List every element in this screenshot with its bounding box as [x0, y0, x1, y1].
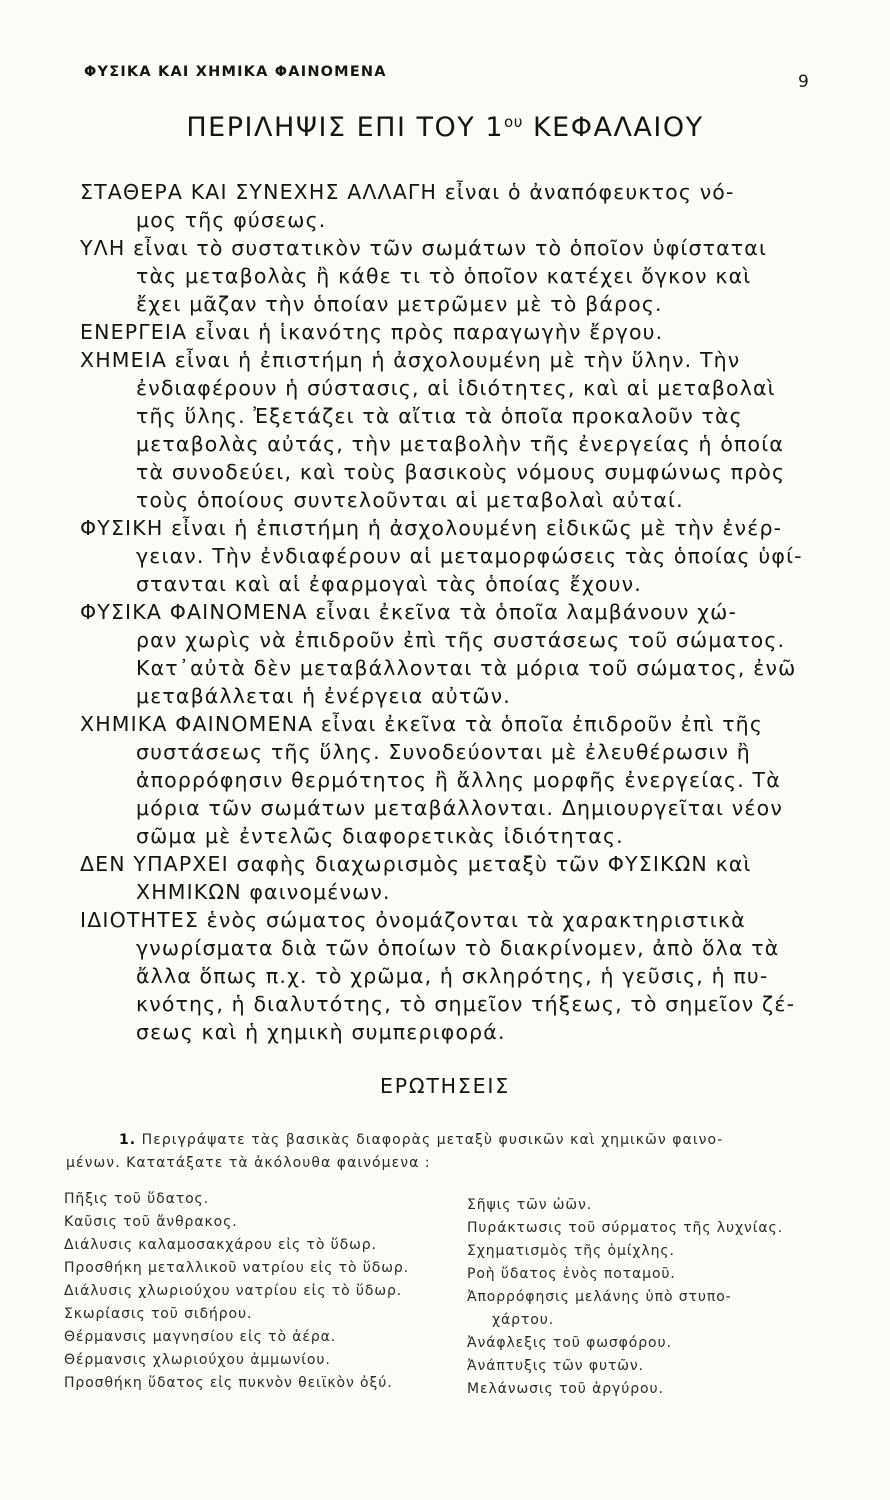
summary-line: ἔχει μᾶζαν τὴν ὁποίαν μετρῶμεν μὲ τὸ βάρος. [136, 292, 663, 316]
summary-line: ΧΗΜΕΙΑ εἶναι ἡ ἐπιστήμη ἡ ἀσχολουμένη μὲ τὴν ὕλην. Τὴν [80, 348, 741, 372]
phenomenon-item: Μελάνωσις τοῦ ἀργύρου. [467, 1381, 664, 1397]
summary-line: ΦΥΣΙΚΑ ΦΑΙΝΟΜΕΝΑ εἶναι ἐκεῖνα τὰ ὁποῖα λαμβάνουν χώ- [80, 600, 738, 624]
section-title [0, 112, 890, 143]
phenomenon-item: Σχηματισμὸς τῆς ὁμίχλης. [467, 1243, 675, 1259]
questions-heading: ΕΡΩΤΗΣΕΙΣ [379, 1074, 511, 1098]
page-number: 9 [798, 72, 809, 92]
summary-line: ΥΛΗ εἶναι τὸ συστατικὸν τῶν σωμάτων τὸ ὁποῖον ὑφίσταται [80, 236, 768, 260]
phenomenon-item: Θέρμανσις μαγνησίου εἰς τὸ ἀέρα. [64, 1329, 337, 1345]
question-text: Περιγράψατε τὰς βασικὰς διαφορὰς μεταξὺ φυσικῶν καὶ χημικῶν φαινο- [136, 1132, 724, 1148]
phenomenon-item: Σκωρίασις τοῦ σιδήρου. [64, 1306, 253, 1322]
summary-line: τῆς ὕλης. Ἐξετάζει τὰ αἴτια τὰ ὁποῖα προκαλοῦν τὰς [136, 404, 743, 428]
summary-line: τοὺς ὁποίους συντελοῦνται αἱ μεταβολαὶ αὐταί. [136, 488, 684, 512]
phenomenon-item: Σῆψις τῶν ὠῶν. [467, 1197, 593, 1213]
question-number: 1. [119, 1132, 137, 1148]
phenomenon-item: χάρτου. [492, 1312, 555, 1328]
section-title-tail: ΚΕΦΑΛΑΙΟΥ [522, 112, 704, 143]
summary-line: ΣΤΑΘΕΡΑ ΚΑΙ ΣΥΝΕΧΗΣ ΑΛΛΑΓΗ εἶναι ὁ ἀναπόφευκτος νό- [80, 180, 735, 204]
phenomenon-item: Ἀνάφλεξις τοῦ φωσφόρου. [467, 1335, 672, 1351]
summary-line: ΧΗΜΙΚΩΝ φαινομένων. [136, 880, 391, 904]
summary-line: μεταβολὰς αὐτάς, τὴν μεταβολὴν τῆς ἐνεργείας ἡ ὁποία [136, 432, 784, 456]
phenomenon-item: Ροὴ ὕδατος ἑνὸς ποταμοῦ. [467, 1266, 676, 1282]
summary-line: κνότης, ἡ διαλυτότης, τὸ σημεῖον τήξεως, τὸ σημεῖον ζέ- [136, 992, 796, 1016]
summary-line: ΦΥΣΙΚΗ εἶναι ἡ ἐπιστήμη ἡ ἀσχολουμένη εἰδικῶς μὲ τὴν ἐνέρ- [80, 516, 783, 540]
phenomenon-item: Ἀνάπτυξις τῶν φυτῶν. [467, 1358, 644, 1374]
phenomenon-item: Διάλυσις χλωριούχου νατρίου εἰς τὸ ὕδωρ. [64, 1283, 403, 1299]
summary-line: γειαν. Τὴν ἐνδιαφέρουν αἱ μεταμορφώσεις τὰς ὁποίας ὑφί- [136, 544, 803, 568]
section-title-superscript: ου [504, 113, 523, 131]
phenomenon-item: Καῦσις τοῦ ἄνθρακος. [64, 1214, 238, 1230]
phenomenon-item: Θέρμανσις χλωριούχου ἀμμωνίου. [64, 1352, 331, 1368]
question-1-line-1 [119, 1129, 723, 1151]
summary-line: ΙΔΙΟΤΗΤΕΣ ἑνὸς σώματος ὀνομάζονται τὰ χαρακτηριστικὰ [80, 908, 746, 932]
summary-line: Κατ᾽αὐτὰ δὲν μεταβάλλονται τὰ μόρια τοῦ σώματος, ἐνῶ [136, 656, 797, 680]
summary-line: γνωρίσματα διὰ τῶν ὁποίων τὸ διακρίνομεν, ἀπὸ ὅλα τὰ [136, 936, 780, 960]
phenomenon-item: Πυράκτωσις τοῦ σύρματος τῆς λυχνίας. [467, 1220, 783, 1236]
summary-line: ΕΝΕΡΓΕΙΑ εἶναι ἡ ἱκανότης πρὸς παραγωγὴν ἔργου. [80, 320, 664, 344]
phenomenon-item: Ἀπορρόφησις μελάνης ὑπὸ στυπο- [467, 1289, 732, 1305]
section-title-text: ΠΕΡΙΛΗΨΙΣ ΕΠΙ ΤΟΥ 1 [186, 112, 505, 143]
summary-line: μόρια τῶν σωμάτων μεταβάλλονται. Δημιουργεῖται νέον [136, 796, 783, 820]
summary-line: μος τῆς φύσεως. [136, 208, 327, 232]
phenomenon-item: Προσθήκη μεταλλικοῦ νατρίου εἰς τὸ ὕδωρ. [64, 1260, 410, 1276]
summary-line: ἄλλα ὅπως π.χ. τὸ χρῶμα, ἡ σκληρότης, ἡ γεῦσις, ἡ πυ- [136, 964, 769, 988]
summary-line: συστάσεως τῆς ὕλης. Συνοδεύονται μὲ ἐλευθέρωσιν ἢ [136, 740, 751, 764]
summary-line: ἐνδιαφέρουν ἡ σύστασις, αἱ ἰδιότητες, καὶ αἱ μεταβολαὶ [136, 376, 776, 400]
phenomenon-item: Διάλυσις καλαμοσακχάρου εἰς τὸ ὕδωρ. [64, 1237, 377, 1253]
summary-line: τὰς μεταβολὰς ἢ κάθε τι τὸ ὁποῖον κατέχει ὄγκον καὶ [136, 264, 752, 288]
phenomenon-item: Προσθήκη ὕδατος εἰς πυκνὸν θειϊκὸν ὀξύ. [64, 1375, 393, 1391]
summary-line: ΧΗΜΙΚΑ ΦΑΙΝΟΜΕΝΑ εἶναι ἐκεῖνα τὰ ὁποῖα ἐπιδροῦν ἐπὶ τῆς [80, 712, 764, 736]
summary-line: ραν χωρὶς νὰ ἐπιδροῦν ἐπὶ τῆς συστάσεως τοῦ σώματος. [136, 628, 786, 652]
running-head: ΦΥΣΙΚΑ ΚΑΙ ΧΗΜΙΚΑ ΦΑΙΝΟΜΕΝΑ [84, 64, 387, 80]
summary-line: ἀπορρόφησιν θερμότητος ἢ ἄλλης μορφῆς ἐνεργείας. Τὰ [136, 768, 781, 792]
question-1-line-2: μένων. Κατατάξατε τὰ ἀκόλουθα φαινόμενα : [66, 1155, 431, 1171]
summary-line: στανται καὶ αἱ ἐφαρμογαὶ τὰς ὁποίας ἔχουν. [136, 572, 642, 596]
summary-line: τὰ συνοδεύει, καὶ τοὺς βασικοὺς νόμους συμφώνως πρὸς [136, 460, 786, 484]
summary-line: σῶμα μὲ ἐντελῶς διαφορετικὰς ἰδιότητας. [136, 824, 624, 848]
phenomenon-item: Πῆξις τοῦ ὕδατος. [64, 1191, 210, 1207]
summary-line: ΔΕΝ ΥΠΑΡΧΕΙ σαφὴς διαχωρισμὸς μεταξὺ τῶν ΦΥΣΙΚΩΝ καὶ [80, 852, 752, 876]
summary-line: μεταβάλλεται ἡ ἐνέργεια αὐτῶν. [136, 684, 511, 708]
summary-line: σεως καὶ ἡ χημικὴ συμπεριφορά. [136, 1020, 506, 1044]
